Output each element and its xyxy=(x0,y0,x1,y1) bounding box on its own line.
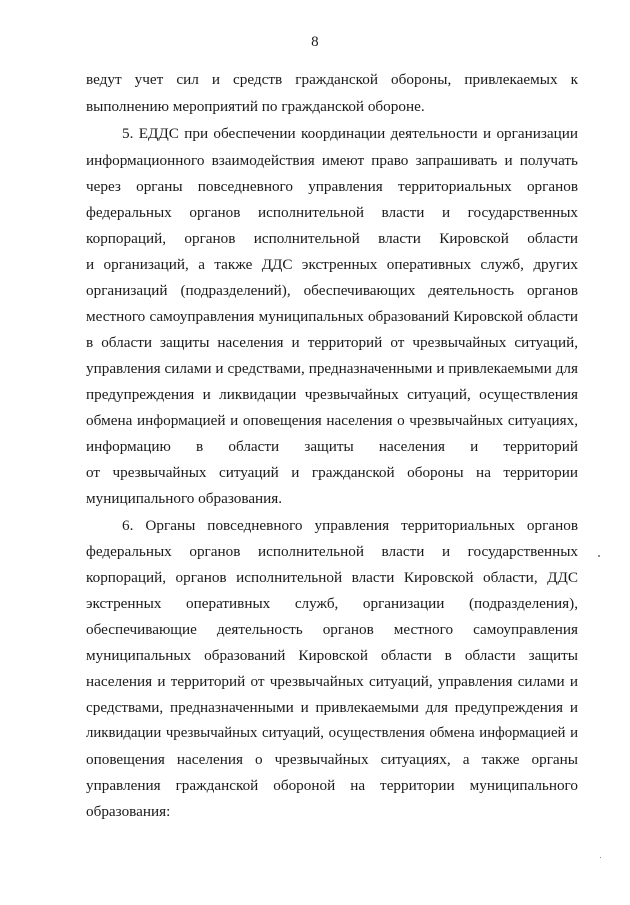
paragraph-5-line: в области защиты населения и территорий от чрезвычайных ситуаций, xyxy=(86,334,578,351)
paragraph-6-line: образования: xyxy=(86,803,171,820)
paragraph-5-line: корпораций, органов исполнительной власти Кировской области xyxy=(86,230,578,247)
paragraph-5-line: организаций (подразделений), обеспечивающих деятельность органов xyxy=(86,282,578,299)
paragraph-5-line: управления силами и средствами, предназначенными и привлекаемыми для xyxy=(86,360,578,377)
paragraph-5-line: и организаций, а также ДДС экстренных оперативных служб, других xyxy=(86,256,578,273)
paragraph-5-line: через органы повседневного управления территориальных органов xyxy=(86,178,578,195)
scan-speck xyxy=(598,555,600,557)
paragraph-6-line: обеспечивающие деятельность органов местного самоуправления xyxy=(86,621,578,638)
paragraph-5-line: информационного взаимодействия имеют право запрашивать и получать xyxy=(86,152,578,169)
paragraph-6-line: федеральных органов исполнительной власти и государственных xyxy=(86,543,578,560)
paragraph-5-line: муниципального образования. xyxy=(86,490,283,507)
paragraph-5-line: предупреждения и ликвидации чрезвычайных ситуаций, осуществления xyxy=(86,386,578,403)
paragraph-5-line: федеральных органов исполнительной власти и государственных xyxy=(86,204,578,221)
paragraph-6-line: средствами, предназначенными и привлекаемыми для предупреждения и xyxy=(86,699,578,716)
paragraph-5-line: информацию в области защиты населения и территорий xyxy=(86,438,578,455)
page-number: 8 xyxy=(311,34,319,50)
paragraph-5-line: обмена информацией и оповещения населения о чрезвычайных ситуациях, xyxy=(86,412,578,429)
paragraph-1-line: выполнению мероприятий по гражданской обороне. xyxy=(86,98,425,115)
paragraph-6-line: экстренных оперативных служб, организации (подразделения), xyxy=(86,595,578,612)
paragraph-6-line: оповещения населения о чрезвычайных ситуациях, а также органы xyxy=(86,751,578,768)
paragraph-6-line: ликвидации чрезвычайных ситуаций, осуществления обмена информацией и xyxy=(86,725,578,741)
paragraph-6-line: управления гражданской обороной на территории муниципального xyxy=(86,777,578,794)
paragraph-5-line: от чрезвычайных ситуаций и гражданской обороны на территории xyxy=(86,464,578,481)
paragraph-6-line: муниципальных образований Кировской области в области защиты xyxy=(86,647,578,664)
paragraph-6-line: 6. Органы повседневного управления территориальных органов xyxy=(122,517,578,534)
paragraph-5-line: 5. ЕДДС при обеспечении координации деятельности и организации xyxy=(122,125,578,142)
scan-speck xyxy=(600,857,601,858)
paragraph-6-line: корпораций, органов исполнительной власти Кировской области, ДДС xyxy=(86,569,578,586)
paragraph-5-line: местного самоуправления муниципальных образований Кировской области xyxy=(86,308,578,325)
paragraph-1-line: ведут учет сил и средств гражданской обороны, привлекаемых к xyxy=(86,71,578,88)
paragraph-6-line: населения и территорий от чрезвычайных ситуаций, управления силами и xyxy=(86,673,578,690)
